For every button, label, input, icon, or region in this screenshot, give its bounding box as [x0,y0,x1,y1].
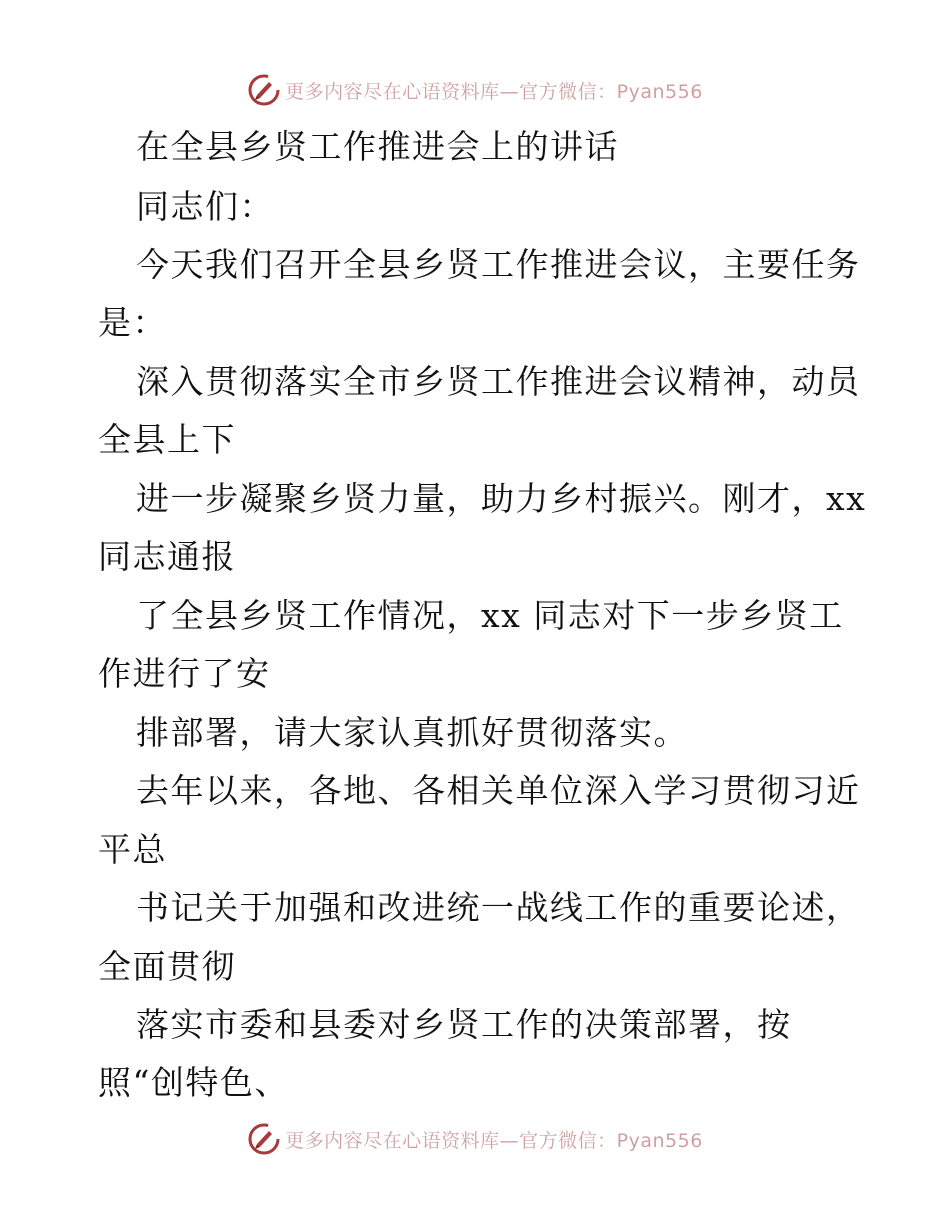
paragraph-line: 进一步凝聚乡贤力量，助力乡村振兴。刚才，xx [136,479,867,518]
paragraph-line: 今天我们召开全县乡贤工作推进会议，主要任务 [136,245,861,284]
paragraph-line: 去年以来，各地、各相关单位深入学习贯彻习近 [136,771,861,810]
document-title: 在全县乡贤工作推进会上的讲话 [136,127,619,166]
paragraph-line: 平总 [98,830,167,869]
paragraph-line: 同志通报 [98,537,236,576]
paragraph-line: 了全县乡贤工作情况，xx 同志对下一步乡贤工 [136,596,844,635]
brand-logo-icon [247,1122,281,1156]
paragraph-line: 照“创特色、 [98,1063,289,1102]
paragraph-line: 书记关于加强和改进统一战线工作的重要论述， [136,888,861,927]
paragraph-line: 全面贯彻 [98,947,236,986]
salutation: 同志们： [136,187,274,226]
watermark-text: 更多内容尽在心语资料库—官方微信：Pyan556 [285,80,703,103]
paragraph-line: 落实市委和县委对乡贤工作的决策部署，按 [136,1005,792,1044]
watermark-text: 更多内容尽在心语资料库—官方微信：Pyan556 [285,1129,703,1152]
paragraph-line: 深入贯彻落实全市乡贤工作推进会议精神，动员 [136,362,861,401]
paragraph-line: 全县上下 [98,420,236,459]
paragraph-line: 排部署，请大家认真抓好贯彻落实。 [136,713,688,752]
paragraph-line: 是： [98,303,167,342]
paragraph-line: 作进行了安 [98,654,271,693]
footer-watermark [0,1119,950,1159]
